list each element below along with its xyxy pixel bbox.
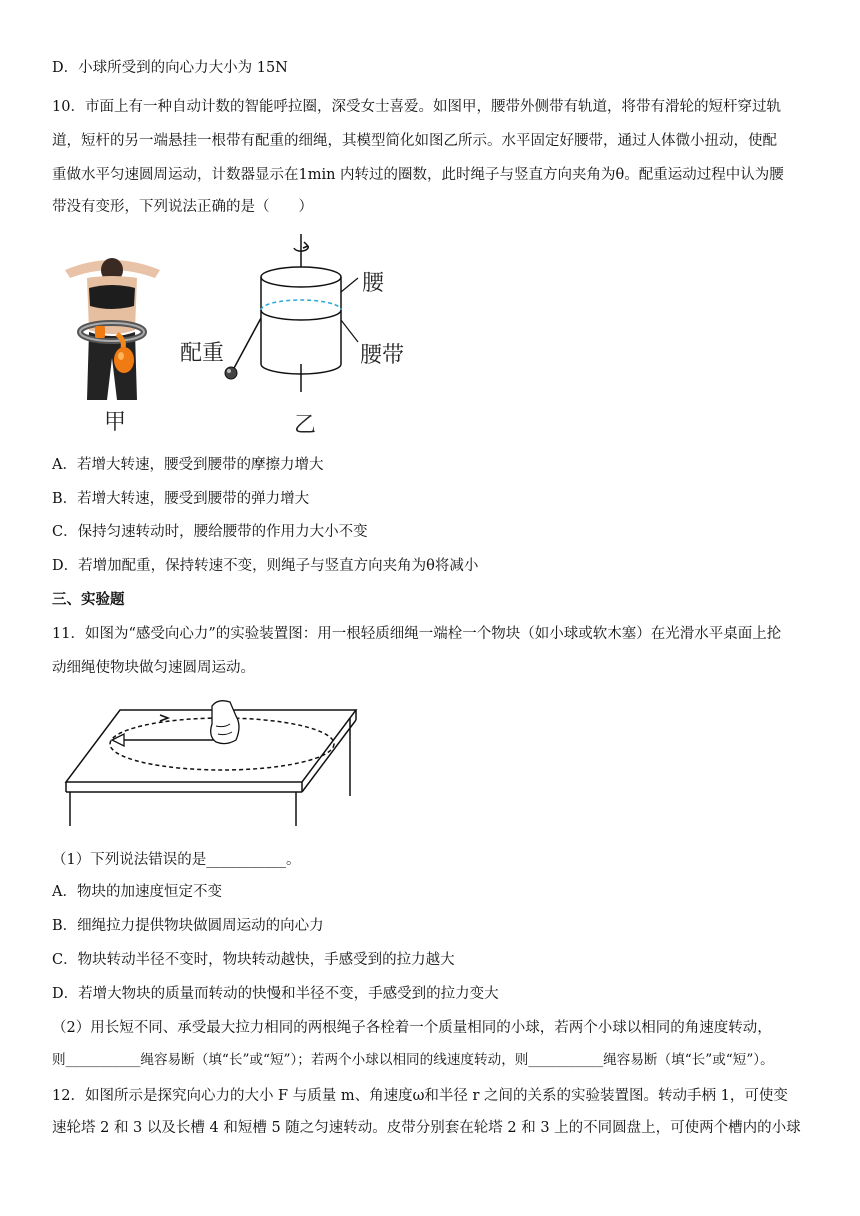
q9-option-d: D．小球所受到的向心力大小为 15N xyxy=(52,60,288,76)
waist-belt-diagram xyxy=(176,232,416,412)
q11-option-d: D．若增大物块的质量而转动的快慢和半径不变，手感受到的拉力变大 xyxy=(52,986,499,1002)
centripetal-table-figure xyxy=(60,696,360,828)
figure-label-yaodai: 腰带 xyxy=(360,343,405,368)
figure-label-peizhong: 配重 xyxy=(180,341,225,366)
q12-stem-line-1: 12．如图所示是探究向心力的大小 F 与质量 m、角速度ω和半径 r 之间的关系的实验装置图。转动手柄 1，可使变 xyxy=(52,1088,788,1104)
q11-option-c: C．物块转动半径不变时，物块转动越快，手感受到的拉力越大 xyxy=(52,952,455,968)
q11-option-a: A．物块的加速度恒定不变 xyxy=(52,884,222,900)
q11-sub2-line-1: （2）用长短不同、承受最大拉力相同的两根绳子各栓着一个质量相同的小球，若两个小球以相同的角速度转动， xyxy=(52,1020,772,1036)
q10-stem-line-4: 带没有变形，下列说法正确的是（ ） xyxy=(52,199,313,215)
q10-stem-line-3: 重做水平匀速圆周运动，计数器显示在1min 内转过的圈数，此时绳子与竖直方向夹角为θ。配重运动过程中认为腰 xyxy=(52,167,784,183)
q10-option-d: D．若增加配重，保持转速不变，则绳子与竖直方向夹角为θ将减小 xyxy=(52,558,479,574)
q11-stem-line-2: 动细绳使物块做匀速圆周运动。 xyxy=(52,660,255,676)
q11-sub2-line-2: 则___________绳容易断（填“长”或“短”）；若两个小球以相同的线速度转动，则___________绳容易断（填“长”或“短”）。 xyxy=(52,1052,774,1068)
q12-stem-line-2: 速轮塔 2 和 3 以及长槽 4 和短槽 5 随之匀速转动。皮带分别套在轮塔 2 和 3 上的不同圆盘上，可使两个槽内的小球 xyxy=(52,1120,801,1136)
hula-hoop-photo xyxy=(55,248,170,400)
q11-option-b: B．细绳拉力提供物块做圆周运动的向心力 xyxy=(52,918,324,934)
figure-label-yao: 腰 xyxy=(362,271,385,296)
q10-option-b: B．若增大转速，腰受到腰带的弹力增大 xyxy=(52,491,310,507)
figure-label-yi: 乙 xyxy=(294,413,317,438)
q10-stem-line-1: 10．市面上有一种自动计数的智能呼拉圈，深受女士喜爱。如图甲，腰带外侧带有轨道，将带有滑轮的短杆穿过轨 xyxy=(52,99,781,115)
q10-option-a: A．若增大转速，腰受到腰带的摩擦力增大 xyxy=(52,457,324,473)
q11-sub1: （1）下列说法错误的是___________。 xyxy=(52,852,301,868)
q11-stem-line-1: 11．如图为“感受向心力”的实验装置图：用一根轻质细绳一端栓一个物块（如小球或软木塞）在光滑水平桌面上抡 xyxy=(52,626,782,642)
section-title-experiment: 三、实验题 xyxy=(52,592,125,608)
q10-option-c: C．保持匀速转动时，腰给腰带的作用力大小不变 xyxy=(52,524,368,540)
q10-stem-line-2: 道，短杆的另一端悬挂一根带有配重的细绳，其模型简化如图乙所示。水平固定好腰带，通过人体微小扭动，使配 xyxy=(52,133,777,149)
figure-label-jia: 甲 xyxy=(104,410,127,435)
